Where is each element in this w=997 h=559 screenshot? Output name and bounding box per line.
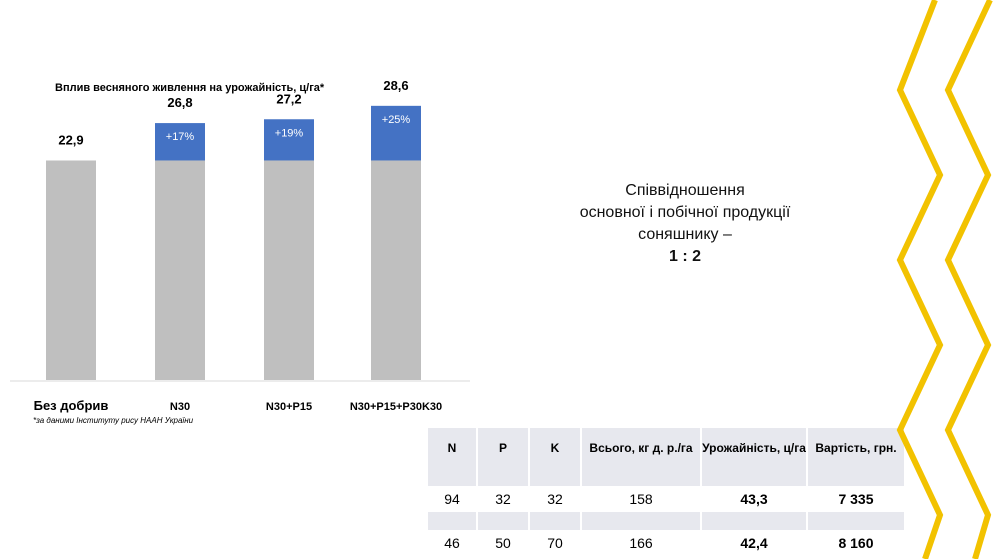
ratio-line-1: Співвідношення <box>625 182 745 199</box>
cell-k: 32 <box>530 486 582 512</box>
ratio-value: 1 : 2 <box>668 248 701 265</box>
header-p: P <box>478 428 530 468</box>
cell-p: 50 <box>478 530 530 556</box>
cell-n: 46 <box>428 530 478 556</box>
bar-base <box>46 160 96 380</box>
zigzag-decoration <box>880 0 997 559</box>
category-label: N30+P15 <box>265 401 313 413</box>
header-yield: Урожайність, ц/га <box>702 428 808 468</box>
total-label: 27,2 <box>276 91 302 107</box>
cell-cost: 8 160 <box>808 530 906 556</box>
table-row <box>428 486 906 512</box>
ratio-line-2: основної і побічної продукції <box>579 204 791 221</box>
total-label: 26,8 <box>167 95 193 111</box>
table-header-row <box>428 428 906 468</box>
cell-k: 70 <box>530 530 582 556</box>
total-label: 28,6 <box>383 77 409 93</box>
cell-cost: 7 335 <box>808 486 906 512</box>
zigzag-line-left <box>900 0 940 559</box>
total-label: 22,9 <box>58 132 84 148</box>
category-label: N30 <box>169 401 191 413</box>
table-row <box>428 530 906 556</box>
header-n: N <box>428 428 478 468</box>
chart-footnote: *за даними Інституту рису НААН України <box>33 416 194 425</box>
cell-total: 158 <box>582 486 702 512</box>
cell-yield: 43,3 <box>702 486 808 512</box>
cell-n: 94 <box>428 486 478 512</box>
header-total: Всього, кг д. р./га <box>582 428 702 468</box>
bar-base <box>155 160 205 380</box>
increase-label: +17% <box>165 131 195 144</box>
cell-total: 166 <box>582 530 702 556</box>
zigzag-line-right <box>948 0 990 559</box>
fertilizer-table <box>428 428 906 556</box>
header-cost: Вартість, грн. <box>808 428 906 468</box>
category-label: N30+P15+P30K30 <box>349 401 443 413</box>
header-k: K <box>530 428 582 468</box>
category-label: Без добрив <box>33 398 109 413</box>
ratio-line-3: соняшнику – <box>638 226 732 243</box>
bar-increase <box>264 119 314 160</box>
cell-p: 32 <box>478 486 530 512</box>
bar-base <box>371 160 421 380</box>
bar-base <box>264 160 314 380</box>
cell-yield: 42,4 <box>702 530 808 556</box>
increase-label: +19% <box>274 127 304 140</box>
increase-label: +25% <box>381 113 411 126</box>
chart-title: Вплив весняного живлення на урожайність, ц/га* <box>55 82 325 94</box>
bar-chart <box>0 0 480 430</box>
ratio-statement <box>530 180 840 268</box>
